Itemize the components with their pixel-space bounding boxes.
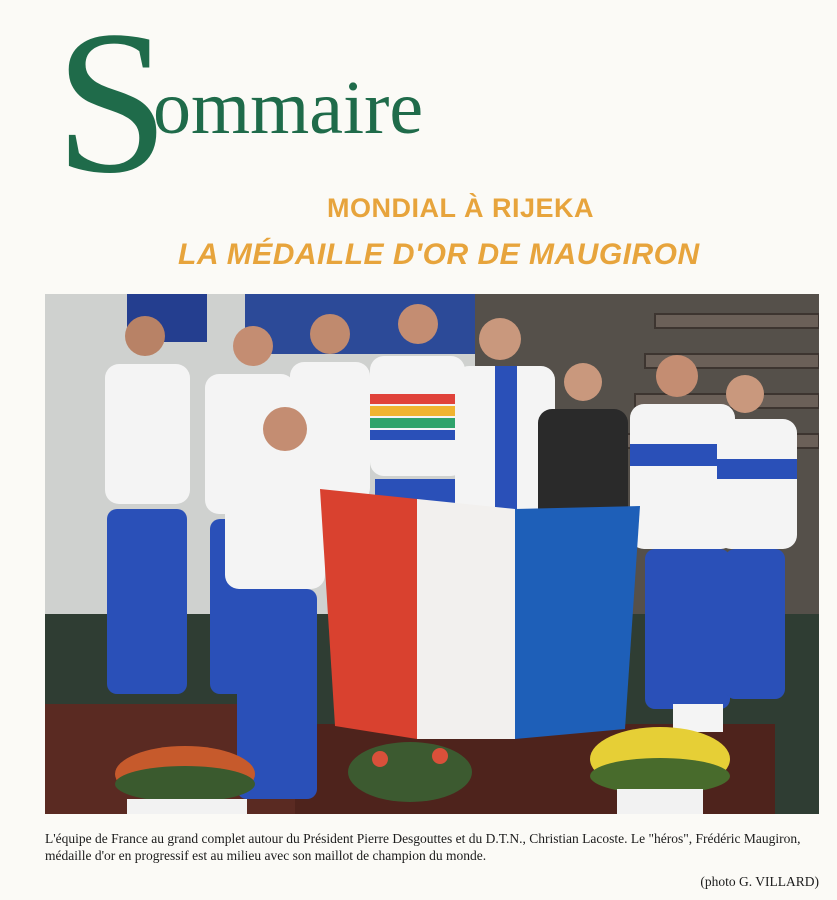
headline-line-2: LA MÉDAILLE D'OR DE MAUGIRON [178,238,700,271]
team-photo [45,294,819,814]
team-photo-illustration [45,294,819,814]
photo-credit: (photo G. VILLARD) [700,874,819,889]
title-rest: ommaire [153,66,424,150]
photo-caption [45,830,820,864]
title-initial: S [55,0,170,216]
headline-line-1: MONDIAL À RIJEKA [327,193,595,223]
caption-text: L'équipe de France au grand complet autour du Président Pierre Desgouttes et du D.T.N., Christian Lacoste. Le "héros", Frédéric Maugiron, médaille d'or en progressif est au milieu avec son maillot de champion du monde. [45,831,801,863]
french-flag [320,489,640,739]
